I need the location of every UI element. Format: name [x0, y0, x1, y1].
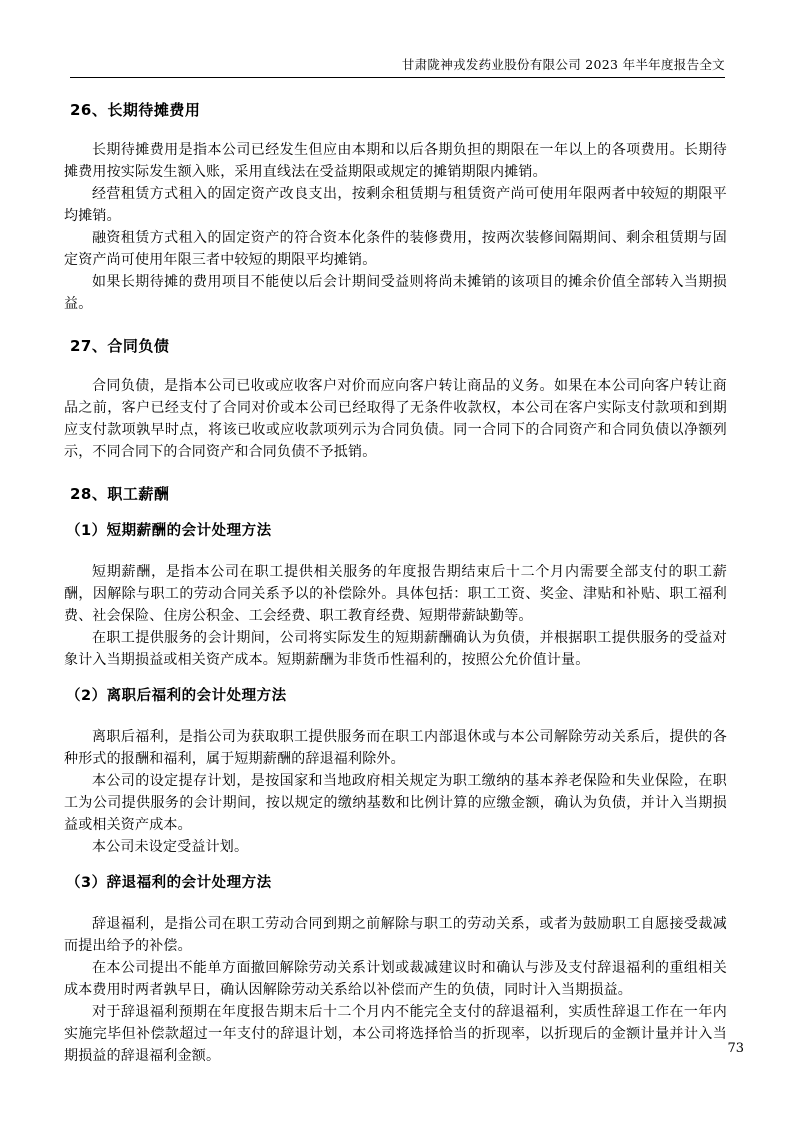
- section-28-sub-3-paragraph-3: 对于辞退福利预期在年度报告期末后十二个月内不能完全支付的辞退福利，实质性辞退工作在一年内实施完毕但补偿款超过一年支付的辞退计划，本公司将选择恰当的折现率，以折现后的金额计量并计入当期损益的辞退福利金额。: [64, 1004, 727, 1064]
- section-26-paragraph-1: 长期待摊费用是指本公司已经发生但应由本期和以后各期负担的期限在一年以上的各项费用。长期待摊费用按实际发生额入账，采用直线法在受益期限或规定的摊销期限内摊销。: [64, 142, 727, 180]
- section-27-paragraph-1: 合同负债，是指本公司已收或应收客户对价而应向客户转让商品的义务。如果在本公司向客户转让商品之前，客户已经支付了合同对价或本公司已经取得了无条件收款权，本公司在客户实际支付款项和到期应支付款项孰早时点，将该已收或应收款项列示为合同负债。同一合同下的合同资产和合同负债以净额列示，不同合同下的合同资产和合同负债不予抵销。: [64, 378, 727, 460]
- section-28-sub-3-paragraph-1: 辞退福利，是指公司在职工劳动合同到期之前解除与职工的劳动关系，或者为鼓励职工自愿接受裁减而提出给予的补偿。: [64, 916, 727, 954]
- section-28-sub-1-heading: （1）短期薪酬的会计处理方法: [66, 523, 272, 539]
- section-26-paragraph-4: 如果长期待摊的费用项目不能使以后会计期间受益则将尚未摊销的该项目的摊余价值全部转入当期损益。: [64, 274, 727, 312]
- section-28-sub-3-heading: （3）辞退福利的会计处理方法: [66, 875, 272, 891]
- report-header: 甘肃陇神戎发药业股份有限公司 2023 年半年度报告全文: [70, 56, 725, 78]
- section-28-sub-1-paragraph-2: 在职工提供服务的会计期间，公司将实际发生的短期薪酬确认为负债，并根据职工提供服务的受益对象计入当期损益或相关资产成本。短期薪酬为非货币性福利的，按照公允价值计量。: [64, 630, 727, 668]
- section-28-sub-2-heading: （2）离职后福利的会计处理方法: [66, 688, 287, 704]
- section-28-sub-2-paragraph-3: 本公司未设定受益计划。: [92, 839, 249, 855]
- section-26-heading: 26、长期待摊费用: [70, 101, 201, 119]
- section-28-sub-2-paragraph-1: 离职后福利，是指公司为获取职工提供服务而在职工内部退休或与本公司解除劳动关系后，提供的各种形式的报酬和福利，属于短期薪酬的辞退福利除外。: [64, 729, 727, 767]
- page-number: 73: [727, 1041, 744, 1056]
- section-28-sub-2-paragraph-2: 本公司的设定提存计划，是按国家和当地政府相关规定为职工缴纳的基本养老保险和失业保险，在职工为公司提供服务的会计期间，按以规定的缴纳基数和比例计算的应缴金额，确认为负债，并计入当期损益或相关资产成本。: [64, 773, 727, 833]
- section-28-heading: 28、职工薪酬: [70, 485, 170, 503]
- section-28-sub-3-paragraph-2: 在本公司提出不能单方面撤回解除劳动关系计划或裁减建议时和确认与涉及支付辞退福利的重组相关成本费用时两者孰早日，确认因解除劳动关系给以补偿而产生的负债，同时计入当期损益。: [64, 960, 727, 998]
- section-26-paragraph-3: 融资租赁方式租入的固定资产的符合资本化条件的装修费用，按两次装修间隔期间、剩余租赁期与固定资产尚可使用年限三者中较短的期限平均摊销。: [64, 230, 727, 268]
- section-28-sub-1-paragraph-1: 短期薪酬，是指本公司在职工提供相关服务的年度报告期结束后十二个月内需要全部支付的职工薪酬，因解除与职工的劳动合同关系予以的补偿除外。具体包括：职工工资、奖金、津贴和补贴、职工福利费、社会保险、住房公积金、工会经费、职工教育经费、短期带薪缺勤等。: [64, 564, 727, 624]
- section-26-paragraph-2: 经营租赁方式租入的固定资产改良支出，按剩余租赁期与租赁资产尚可使用年限两者中较短的期限平均摊销。: [64, 186, 727, 224]
- page-content: [64, 79, 727, 1067]
- section-27-heading: 27、合同负债: [70, 337, 170, 355]
